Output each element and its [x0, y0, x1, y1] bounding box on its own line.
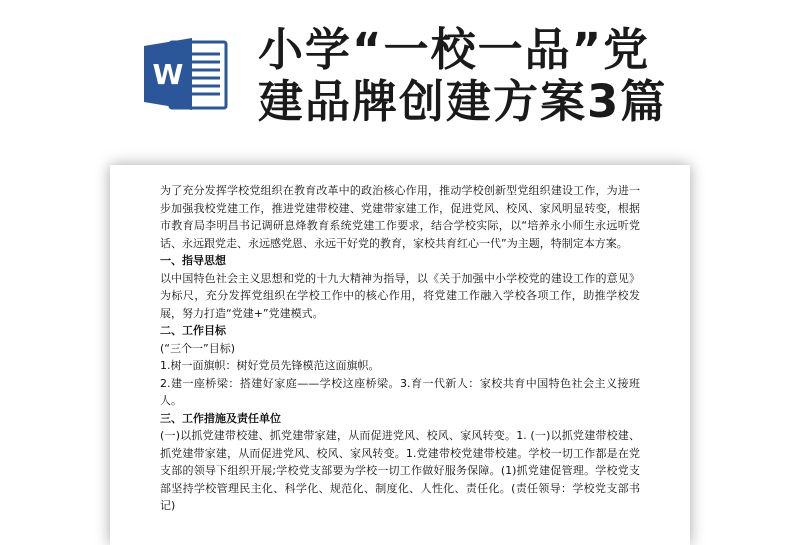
header [0, 0, 800, 160]
paragraph-three-goals: (“三个一”目标) [160, 341, 235, 355]
heading-work-goals: 二、工作目标 [160, 324, 226, 337]
paragraph-intro: 为了充分发挥学校党组织在教育改革中的政治核心作用，推动学校创新型党组织建设工作，为进一步加强我校党建工作，推进党建带校建、党建带家建工作，促进党风、校风、家风明显转变，根据市教育局李明昌书记调研息烽教育系统党建工作要求，结合学校实际，以“培养永小师生永远听党话、永远跟党走、永远感党恩、永远干好党的教育，家校共育红心一代”为主题，特制定本方案。 [160, 184, 640, 250]
paragraph-guiding-ideology: 以中国特色社会主义思想和党的十九大精神为指导，以《关于加强中小学校党的建设工作的意见》为标尺，充分发挥党组织在学校工作中的核心作用，将党建工作融入学校各项工作，助推学校发展，努力打造“党建+”党建模式。 [160, 271, 640, 320]
word-document-icon [140, 34, 230, 114]
document-body [160, 182, 640, 515]
paragraph-goal-2-3: 2.建一座桥梁：搭建好家庭——学校这座桥梁。3.育一代新人：家校共育中国特色社会主义接班人。 [160, 376, 640, 407]
paragraph-measures: (一)以抓党建带校建、抓党建带家建，从而促进党风、校风、家风转变。1. (一)以抓党建带校建、抓党建带家建，从而促进党风、校风、家风转变。1.党建带校党建带校建。学校一切工作都是在党支部的领导下组织开展;学校党支部要为学校一切工作做好服务保障。(1)抓党建促管理。学校党支部坚持学校管理民主化、科学化、规范化、制度化、人性化、责任化。(责任领导：学校党支部书记) [160, 429, 640, 512]
title-line-2: 建品牌创建方案3篇 [258, 75, 668, 128]
document-title [258, 24, 778, 128]
svg-text:W: W [152, 58, 184, 91]
title-line-1: 小学“一校一品”党 [258, 23, 651, 76]
heading-guiding-ideology: 一、指导思想 [160, 254, 226, 267]
heading-measures: 三、工作措施及责任单位 [160, 411, 281, 425]
paragraph-goal-1: 1.树一面旗帜：树好党员先锋模范这面旗帜。 [160, 359, 380, 372]
